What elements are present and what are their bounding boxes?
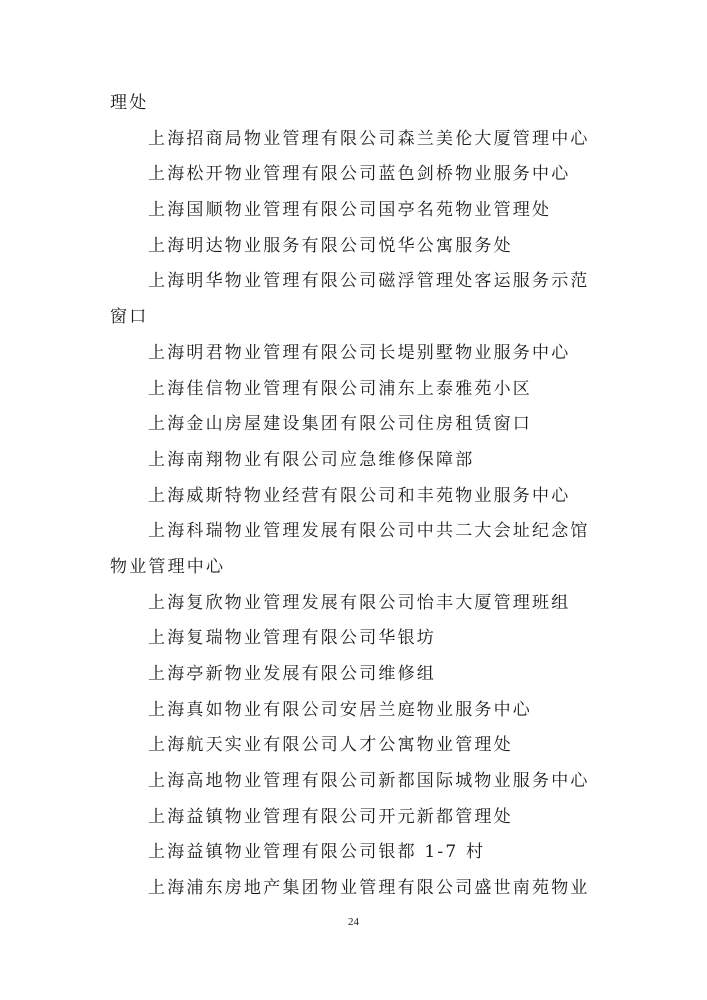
- list-item: 上海威斯特物业经营有限公司和丰苑物业服务中心: [148, 485, 571, 506]
- list-item: 上海亭新物业发展有限公司维修组: [148, 664, 436, 684]
- list-item: 上海松开物业管理有限公司蓝色剑桥物业服务中心: [148, 164, 571, 185]
- list-item: 上海浦东房地产集团物业管理有限公司盛世南苑物业: [148, 878, 590, 899]
- text-line-continuation: 物业管理中心: [110, 556, 226, 577]
- list-item: 上海佳信物业管理有限公司浦东上泰雅苑小区: [148, 378, 532, 399]
- list-item: 上海南翔物业有限公司应急维修保障部: [148, 449, 475, 470]
- list-item: 上海招商局物业管理有限公司森兰美伦大厦管理中心: [148, 128, 590, 149]
- list-item: 上海复瑞物业管理有限公司华银坊: [148, 628, 436, 649]
- list-item: 上海航天实业有限公司人才公寓物业管理处: [148, 735, 513, 756]
- list-item: 上海益镇物业管理有限公司开元新都管理处: [148, 806, 513, 827]
- text-line-continuation: 理处: [110, 93, 149, 113]
- list-item: 上海真如物业有限公司安居兰庭物业服务中心: [148, 699, 532, 720]
- text-line-continuation: 窗口: [110, 307, 149, 328]
- page-number: 24: [348, 916, 359, 928]
- document-body: [110, 86, 604, 907]
- list-item: 上海复欣物业管理发展有限公司怡丰大厦管理班组: [148, 592, 571, 613]
- list-item: 上海益镇物业管理有限公司银都 1-7 村: [148, 842, 486, 863]
- list-item: 上海科瑞物业管理发展有限公司中共二大会址纪念馆: [148, 521, 590, 542]
- list-item: 上海明君物业管理有限公司长堤别墅物业服务中心: [148, 342, 571, 363]
- list-item: 上海明华物业管理有限公司磁浮管理处客运服务示范: [148, 271, 590, 292]
- list-item: 上海国顺物业管理有限公司国亭名苑物业管理处: [148, 200, 552, 221]
- list-item: 上海明达物业服务有限公司悦华公寓服务处: [148, 235, 513, 256]
- list-item: 上海金山房屋建设集团有限公司住房租赁窗口: [148, 414, 532, 435]
- list-item: 上海高地物业管理有限公司新都国际城物业服务中心: [148, 771, 590, 792]
